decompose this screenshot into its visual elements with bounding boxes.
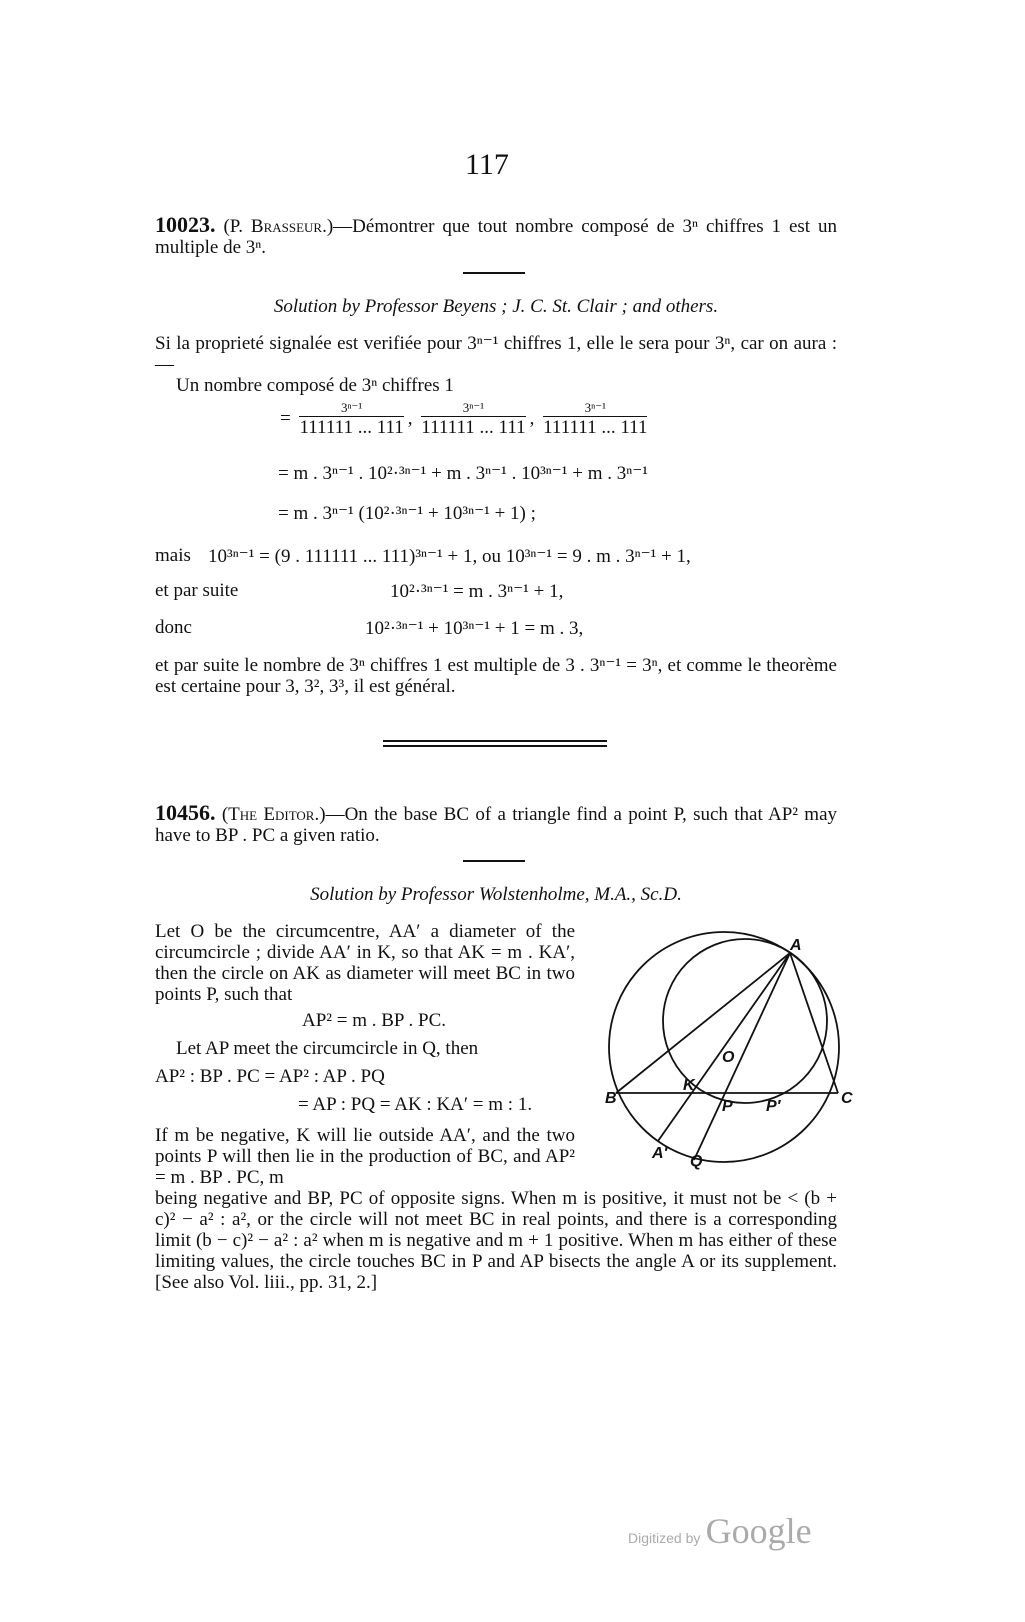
question-author: (The Editor.) [221, 804, 326, 825]
solution-heading: Solution by Professor Wolstenholme, M.A., Sc.D. [310, 884, 682, 905]
label-k: K [683, 1077, 695, 1094]
label: et par suite [155, 580, 239, 601]
equation: 10²·³ⁿ⁻¹ + 10³ⁿ⁻¹ + 1 = m . 3, [365, 618, 584, 639]
equation: = m . 3ⁿ⁻¹ . 10²·³ⁿ⁻¹ + m . 3ⁿ⁻¹ . 10³ⁿ⁻¹ + m . 3ⁿ⁻¹ [278, 463, 648, 484]
side-ab [616, 953, 790, 1093]
equation: 10²·³ⁿ⁻¹ = m . 3ⁿ⁻¹ + 1, [390, 581, 564, 602]
line-aq [694, 953, 790, 1160]
label-p-prime: P′ [766, 1098, 781, 1115]
question-text: —On the base BC of a triangle find a point P, such that AP² may have to BP . PC a given ratio. [155, 804, 837, 846]
question-number: 10456. [155, 800, 216, 825]
fraction-equation: = $\frac{\text{3ⁿ⁻¹}}{111111 ... 111}$ , $\frac{\text{3ⁿ⁻¹}}{111111 ... 111}$ , $\frac{\text{3ⁿ⁻¹}}{111111 ... 111}$ [280, 400, 648, 438]
paragraph: et par suite le nombre de 3ⁿ chiffres 1 est multiple de 3 . 3ⁿ⁻¹ = 3ⁿ, et comme le theorème est certaine pour 3, 3², 3³, il est général. [155, 655, 837, 697]
label-b: B [605, 1090, 617, 1107]
denominator: 111111 ... 111 [543, 417, 648, 438]
paragraph: Let O be the circumcentre, AA′ a diameter of the circumcircle ; divide AA′ in K, so that AK = m . KA′, then the circle on AK as diameter will meet BC in two points P, such that [155, 921, 575, 1005]
question-text: —Démontrer que tout nombre composé de 3ⁿ chiffres 1 est un multiple de 3ⁿ. [155, 216, 837, 258]
solution-heading: Solution by Professor Beyens ; J. C. St. Clair ; and others. [273, 296, 719, 317]
numerator: 3ⁿ⁻¹ [299, 400, 403, 417]
denominator: 111111 ... 111 [299, 417, 404, 438]
equation: = m . 3ⁿ⁻¹ (10²·³ⁿ⁻¹ + 10³ⁿ⁻¹ + 1) ; [278, 503, 536, 524]
question-author: (P. Brasseur.) [223, 216, 334, 237]
numerator: 3ⁿ⁻¹ [421, 400, 525, 417]
equation: AP² = m . BP . PC. [302, 1010, 447, 1031]
page-number: 117 [465, 148, 509, 181]
label-q: Q [690, 1153, 703, 1170]
watermark-prefix: Digitized by [628, 1530, 701, 1546]
numerator: 3ⁿ⁻¹ [543, 400, 647, 417]
equation: AP² : BP . PC = AP² : AP . PQ [155, 1066, 385, 1087]
label-c: C [841, 1090, 853, 1107]
google-logo: Google [705, 1511, 812, 1551]
label: mais [155, 545, 191, 566]
label-a-prime: A′ [652, 1145, 668, 1162]
watermark [628, 1510, 812, 1552]
paragraph: being negative and BP, PC of opposite signs. When m is positive, it must not be < (b + c)² − a² : a², or the circle will not meet BC in real points, and there is a corresponding limit (b − c)² − a² : a² when m is negative and m + 1 positive. When m has either of these limiting values, the circle touches BC in P and AP bisects the angle A or its supplement. [See also Vol. liii., pp. 31, 2.] [155, 1188, 837, 1293]
label-a: A [790, 937, 802, 954]
paragraph: Un nombre composé de 3ⁿ chiffres 1 [176, 375, 454, 396]
label: donc [155, 617, 192, 638]
label-o: O [722, 1049, 735, 1066]
denominator: 111111 ... 111 [421, 417, 526, 438]
equation: 10³ⁿ⁻¹ = (9 . 111111 ... 111)³ⁿ⁻¹ + 1, ou 10³ⁿ⁻¹ = 9 . m . 3ⁿ⁻¹ + 1, [208, 546, 691, 567]
equation: = AP : PQ = AK : KA′ = m : 1. [298, 1094, 533, 1115]
label-p: P [722, 1098, 733, 1115]
question-number: 10023. [155, 212, 216, 237]
paragraph: Let AP meet the circumcircle in Q, then [176, 1038, 479, 1059]
paragraph: Si la proprieté signalée est verifiée pour 3ⁿ⁻¹ chiffres 1, elle le sera pour 3ⁿ, car on aura :— [155, 333, 837, 375]
paragraph: If m be negative, K will lie outside AA′, and the two points P will then lie in the production of BC, and AP² = m . BP . PC, m [155, 1125, 575, 1188]
